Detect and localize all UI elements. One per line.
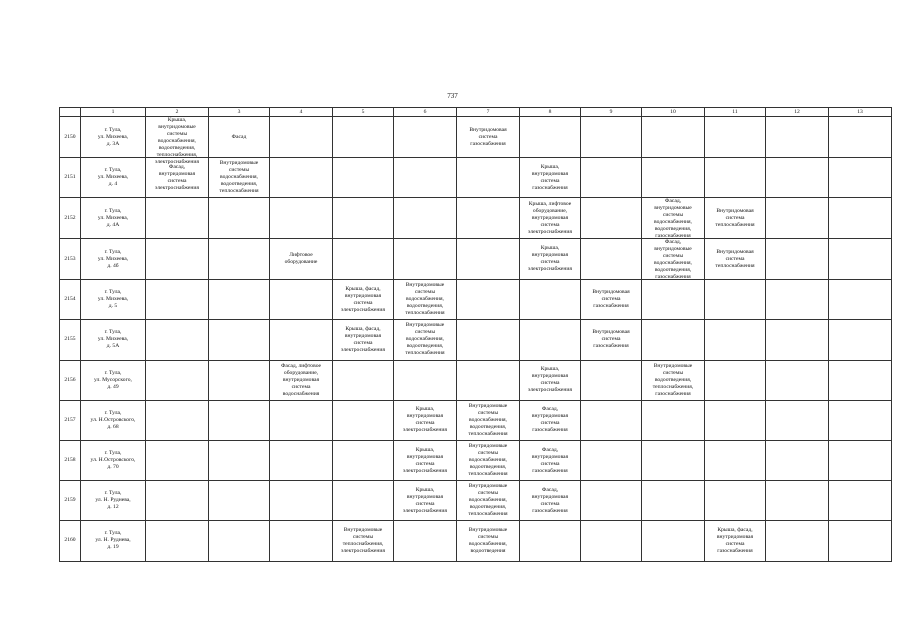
table-row xyxy=(60,198,892,239)
work-cell xyxy=(766,440,829,480)
work-cell xyxy=(829,360,892,400)
work-cell xyxy=(520,400,581,440)
work-cell-text: Крыша, внутридомовая система электроснабжения xyxy=(403,446,447,474)
work-cell xyxy=(520,239,581,280)
work-cell xyxy=(520,198,581,239)
address-cell xyxy=(81,360,146,400)
work-cell-text: Внутридомовые системы водоснабжения, водоотведения, теплоснабжения xyxy=(468,443,508,478)
work-cell xyxy=(829,198,892,239)
work-cell xyxy=(457,481,520,521)
work-cell xyxy=(642,158,705,198)
work-cell xyxy=(581,239,642,280)
work-cell xyxy=(829,481,892,521)
work-cell-text: Крыша, фасад, внутридомовая система электроснабжения xyxy=(341,325,385,353)
work-cell-text: Внутридомовая система газоснабжения xyxy=(592,289,630,310)
row-number: 2158 xyxy=(60,440,81,480)
work-cell-text: Крыша, внутридомовая система электроснабжения xyxy=(528,245,572,273)
work-cell xyxy=(766,481,829,521)
work-cell xyxy=(333,400,394,440)
work-cell xyxy=(209,440,270,480)
work-cell xyxy=(209,239,270,280)
work-cell xyxy=(642,521,705,561)
work-cell xyxy=(209,360,270,400)
work-cell xyxy=(333,481,394,521)
work-cell-text: Фасад xyxy=(231,133,247,140)
work-cell xyxy=(333,440,394,480)
column-header: 4 xyxy=(270,108,333,117)
table-row xyxy=(60,360,892,400)
work-cell-text: Крыша, внутридомовая система электроснабжения xyxy=(528,366,572,394)
work-cell xyxy=(146,239,209,280)
work-cell xyxy=(520,117,581,158)
work-cell xyxy=(457,239,520,280)
work-cell xyxy=(333,320,394,360)
work-cell-text: Фасад, внутридомовая система газоснабжения xyxy=(531,406,569,434)
work-cell xyxy=(766,400,829,440)
work-cell-text: Фасад, внутридомовая система электроснабжения xyxy=(155,163,199,191)
work-cell xyxy=(146,440,209,480)
work-cell xyxy=(520,481,581,521)
work-cell xyxy=(270,117,333,158)
work-cell xyxy=(520,158,581,198)
work-cell xyxy=(705,320,766,360)
header-row xyxy=(60,108,892,117)
work-cell xyxy=(705,481,766,521)
table-row xyxy=(60,400,892,440)
address-text: г. Тула, ул. Михеева, д. 5 xyxy=(97,289,129,310)
address-cell xyxy=(81,400,146,440)
address-cell xyxy=(81,158,146,198)
work-cell xyxy=(146,198,209,239)
column-header: 6 xyxy=(394,108,457,117)
work-cell-text: Внутридомовые системы теплоснабжения, электроснабжения xyxy=(341,526,385,554)
work-cell-text: Внутридомовые системы водоснабжения, водоотведения xyxy=(468,526,508,554)
work-cell xyxy=(766,117,829,158)
work-cell xyxy=(581,158,642,198)
work-cell xyxy=(270,481,333,521)
work-cell xyxy=(642,360,705,400)
work-cell xyxy=(209,400,270,440)
work-cell xyxy=(705,239,766,280)
column-header: 8 xyxy=(520,108,581,117)
work-cell-text: Крыша, фасад, внутридомовая система газоснабжения xyxy=(716,526,754,554)
work-cell xyxy=(270,400,333,440)
work-cell xyxy=(270,158,333,198)
work-cell xyxy=(642,440,705,480)
work-cell xyxy=(766,239,829,280)
column-header: 12 xyxy=(766,108,829,117)
table-row xyxy=(60,239,892,280)
work-cell xyxy=(705,521,766,561)
work-cell-text: Внутридомовые системы водоснабжения, водоотведения, теплоснабжения xyxy=(405,322,445,357)
row-number: 2151 xyxy=(60,158,81,198)
work-cell xyxy=(394,158,457,198)
column-header: 5 xyxy=(333,108,394,117)
address-text: г. Тула, ул. Михеева, д. 3А xyxy=(97,126,129,147)
address-cell xyxy=(81,117,146,158)
row-number: 2159 xyxy=(60,481,81,521)
work-cell xyxy=(270,360,333,400)
work-cell xyxy=(209,280,270,320)
work-cell xyxy=(829,320,892,360)
work-cell xyxy=(209,198,270,239)
work-cell-text: Внутридомовые системы водоснабжения, водоотведения, теплоснабжения xyxy=(219,160,259,195)
work-cell xyxy=(829,239,892,280)
address-cell xyxy=(81,481,146,521)
work-cell xyxy=(581,360,642,400)
table-body xyxy=(60,117,892,562)
work-cell xyxy=(581,400,642,440)
work-cell-text: Фасад, внутридомовые системы водоснабжения, водоотведения, газоснабжения xyxy=(654,239,692,281)
work-cell xyxy=(146,117,209,165)
column-header: 9 xyxy=(581,108,642,117)
work-cell xyxy=(829,280,892,320)
work-cell xyxy=(829,400,892,440)
work-cell-text: Крыша, внутридомовые системы водоснабжения, водоотведения, теплоснабжения, электроснабжения xyxy=(155,117,199,165)
row-number: 2153 xyxy=(60,239,81,280)
table-row xyxy=(60,521,892,561)
work-cell xyxy=(642,400,705,440)
work-cell xyxy=(270,521,333,561)
column-header: 1 xyxy=(81,108,146,117)
work-cell xyxy=(705,117,766,158)
work-cell xyxy=(581,440,642,480)
work-cell xyxy=(270,239,333,280)
work-cell xyxy=(520,360,581,400)
work-cell-text: Внутридомовая система газоснабжения xyxy=(592,329,630,350)
address-text: г. Тула, ул. Мусорского, д. 49 xyxy=(94,369,132,390)
row-number: 2150 xyxy=(60,117,81,158)
header-cell-blank xyxy=(60,108,81,117)
work-cell xyxy=(581,521,642,561)
work-cell xyxy=(766,320,829,360)
work-cell xyxy=(766,360,829,400)
work-cell xyxy=(270,198,333,239)
work-cell xyxy=(457,521,520,561)
work-cell xyxy=(146,360,209,400)
work-cell-text: Крыша, внутридомовая система электроснабжения xyxy=(403,406,447,434)
work-cell xyxy=(270,440,333,480)
work-cell xyxy=(394,481,457,521)
work-cell xyxy=(642,198,705,239)
work-cell xyxy=(642,280,705,320)
work-cell xyxy=(394,239,457,280)
work-cell xyxy=(642,481,705,521)
work-cell xyxy=(209,320,270,360)
work-cell xyxy=(581,481,642,521)
table-row xyxy=(60,440,892,480)
address-text: г. Тула, ул. Н. Руднева, д. 19 xyxy=(95,530,131,551)
work-cell xyxy=(209,521,270,561)
work-cell xyxy=(829,158,892,198)
address-text: г. Тула, ул. Н.Островского, д. 68 xyxy=(90,409,136,430)
work-cell xyxy=(146,400,209,440)
work-cell-text: Фасад, внутридомовая система газоснабжения xyxy=(531,486,569,514)
work-cell-text: Фасад, лифтовое оборудование, внутридомовая система водоснабжения xyxy=(280,362,322,397)
work-cell xyxy=(457,158,520,198)
work-cell-text: Внутридомовые системы водоснабжения, водоотведения, теплоснабжения xyxy=(468,483,508,518)
work-cell xyxy=(520,320,581,360)
work-cell xyxy=(457,198,520,239)
row-number: 2160 xyxy=(60,521,81,561)
work-cell xyxy=(705,440,766,480)
work-cell xyxy=(146,521,209,561)
work-cell xyxy=(333,117,394,158)
table-row xyxy=(60,158,892,198)
work-cell xyxy=(394,400,457,440)
work-cell xyxy=(581,117,642,158)
work-cell-text: Внутридомовые системы водоотведения, теплоснабжения, газоснабжения xyxy=(652,362,694,397)
table-header xyxy=(60,108,892,117)
table-row xyxy=(60,117,892,158)
work-cell xyxy=(829,117,892,158)
row-number: 2156 xyxy=(60,360,81,400)
work-cell xyxy=(642,239,705,280)
work-cell xyxy=(146,481,209,521)
table-row xyxy=(60,280,892,320)
work-cell xyxy=(333,521,394,561)
address-cell xyxy=(81,320,146,360)
work-cell xyxy=(146,280,209,320)
work-cell xyxy=(394,117,457,158)
work-cell-text: Внутридомовая система теплоснабжения xyxy=(715,207,755,228)
address-text: г. Тула, ул. Н.Островского, д. 70 xyxy=(90,450,136,471)
work-cell xyxy=(581,280,642,320)
work-cell xyxy=(333,239,394,280)
work-cell xyxy=(705,280,766,320)
work-cell xyxy=(766,198,829,239)
page-number: 737 xyxy=(447,92,458,100)
address-text: г. Тула, ул. Н. Руднева, д. 12 xyxy=(95,490,131,511)
work-cell xyxy=(209,158,270,198)
work-cell-text: Крыша, внутридомовая система электроснабжения xyxy=(403,486,447,514)
work-cell xyxy=(642,117,705,158)
column-header: 10 xyxy=(642,108,705,117)
work-cell xyxy=(457,360,520,400)
work-cell-text: Лифтовое оборудование xyxy=(284,252,318,266)
column-header: 7 xyxy=(457,108,520,117)
work-cell xyxy=(457,440,520,480)
work-cell xyxy=(581,198,642,239)
work-cell xyxy=(394,521,457,561)
work-cell xyxy=(394,280,457,320)
address-cell xyxy=(81,280,146,320)
work-cell xyxy=(394,440,457,480)
work-cell xyxy=(394,360,457,400)
work-cell xyxy=(270,280,333,320)
work-cell xyxy=(457,400,520,440)
work-cell xyxy=(705,198,766,239)
work-cell-text: Фасад, внутридомовая система газоснабжения xyxy=(531,446,569,474)
work-cell xyxy=(766,280,829,320)
address-cell xyxy=(81,239,146,280)
work-cell xyxy=(642,320,705,360)
address-cell xyxy=(81,198,146,239)
repair-schedule-table xyxy=(59,107,892,562)
work-cell xyxy=(705,400,766,440)
work-cell xyxy=(333,280,394,320)
work-cell-text: Крыша, фасад, внутридомовая система электроснабжения xyxy=(341,285,385,313)
work-cell xyxy=(520,440,581,480)
work-cell xyxy=(394,198,457,239)
work-cell xyxy=(520,521,581,561)
work-cell-text: Внутридомовая система газоснабжения xyxy=(469,126,507,147)
row-number: 2152 xyxy=(60,198,81,239)
address-text: г. Тула, ул. Михеева, д. 5А xyxy=(97,329,129,350)
work-cell xyxy=(333,198,394,239)
work-cell xyxy=(209,117,270,158)
work-cell xyxy=(146,320,209,360)
work-cell xyxy=(705,360,766,400)
work-cell xyxy=(457,320,520,360)
work-cell-text: Внутридомовые системы водоснабжения, водоотведения, теплоснабжения xyxy=(405,282,445,317)
work-cell xyxy=(581,320,642,360)
table-row xyxy=(60,481,892,521)
work-cell xyxy=(705,158,766,198)
work-cell-text: Внутридомовая система теплоснабжения xyxy=(715,248,755,269)
row-number: 2154 xyxy=(60,280,81,320)
column-header: 11 xyxy=(705,108,766,117)
work-cell-text: Крыша, внутридомовая система газоснабжения xyxy=(531,163,569,191)
row-number: 2157 xyxy=(60,400,81,440)
work-cell xyxy=(829,440,892,480)
column-header: 2 xyxy=(146,108,209,117)
work-cell xyxy=(829,521,892,561)
work-cell xyxy=(520,280,581,320)
row-number: 2155 xyxy=(60,320,81,360)
work-cell-text: Внутридомовые системы водоснабжения, водоотведения, теплоснабжения xyxy=(468,402,508,437)
work-cell xyxy=(333,360,394,400)
address-text: г. Тула, ул. Михеева, д. 4б xyxy=(97,248,129,269)
work-cell xyxy=(333,158,394,198)
address-text: г. Тула, ул. Михеева, д. 4 xyxy=(97,167,129,188)
work-cell xyxy=(270,320,333,360)
address-text: г. Тула, ул. Михеева, д. 4А xyxy=(97,207,129,228)
work-cell xyxy=(209,481,270,521)
work-cell xyxy=(766,521,829,561)
work-cell-text: Фасад, внутридомовые системы водоснабжения, водоотведения, газоснабжения xyxy=(654,198,692,240)
work-cell-text: Крыша, лифтовое оборудование, внутридомовая система электроснабжения xyxy=(528,200,572,235)
work-cell xyxy=(766,158,829,198)
work-cell xyxy=(394,320,457,360)
address-cell xyxy=(81,440,146,480)
column-header: 13 xyxy=(829,108,892,117)
column-header: 3 xyxy=(209,108,270,117)
work-cell xyxy=(457,280,520,320)
work-cell xyxy=(457,117,520,158)
address-cell xyxy=(81,521,146,561)
table-row xyxy=(60,320,892,360)
